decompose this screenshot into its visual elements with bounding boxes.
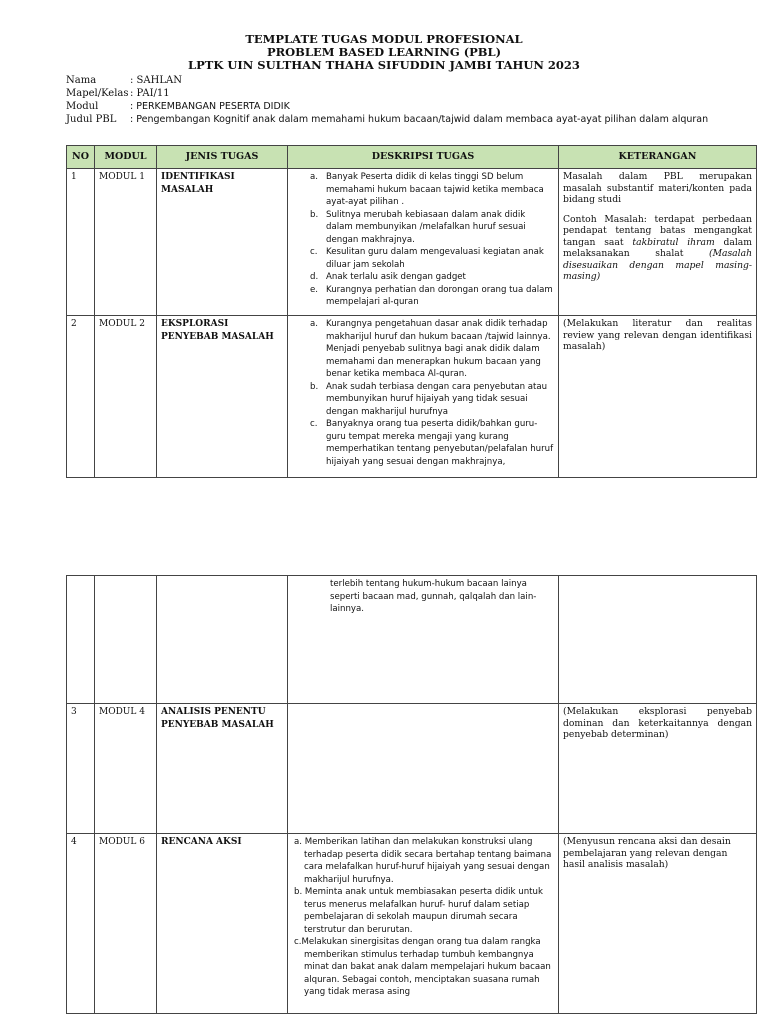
cell-jenis: RENCANA AKSI [157, 834, 288, 1014]
cell-no [67, 576, 95, 704]
doc-title-line-3: LPTK UIN SULTHAN THAHA SIFUDDIN JAMBI TAHUN 2023 [188, 58, 580, 72]
example-note: (Masalah disesuaikan dengan mapel masing-masing) [563, 248, 752, 282]
table-row [67, 169, 757, 316]
item-text: Kurangnya pengetahuan dasar anak didik terhadap makharijul huruf dan hukum bacaan /tajwid lainnya. Menjadi penyebab sulitnya bagi anak didik dalam memahami dan menerapkan hukum bacaan yang benar ketika membaca Al-quran. [326, 319, 551, 379]
list-item [292, 171, 554, 209]
keterangan-example [563, 214, 752, 283]
example-text: dalam melaksanakan shalat [563, 236, 752, 259]
list-item [292, 209, 554, 247]
doc-title-line-1: TEMPLATE TUGAS MODUL PROFESIONAL [245, 32, 523, 46]
info-modul [66, 101, 290, 113]
header-modul: MODUL [95, 146, 157, 169]
item-letter: d. [310, 272, 319, 282]
item-letter: a. [310, 172, 318, 182]
info-label: Mapel/Kelas [66, 88, 129, 99]
item-text: Kesulitan guru dalam mengevaluasi kegiatan anak diluar jam sekolah [326, 247, 544, 270]
table-row [67, 834, 757, 1014]
example-term: takbiratul ihram [632, 236, 715, 248]
task-table-part-1 [66, 145, 757, 478]
keterangan-text: Masalah dalam PBL merupakan masalah substantif materi/konten pada bidang studi [563, 171, 752, 205]
cell-modul: MODUL 4 [95, 704, 157, 834]
cell-deskripsi [288, 169, 559, 316]
table-row [67, 704, 757, 834]
cell-deskripsi [288, 834, 559, 1014]
cell-keterangan [559, 169, 757, 316]
item-letter: b. [310, 209, 319, 220]
cell-keterangan [559, 316, 757, 478]
info-judul [66, 114, 708, 126]
cell-keterangan [559, 576, 757, 704]
info-value: : Pengembangan Kognitif anak dalam memahami hukum bacaan/tajwid dalam membaca ayat-ayat pilihan dalam alquran [130, 114, 709, 125]
keterangan-text: (Menyusun rencana aksi dan desain pembelajaran yang relevan dengan hasil analisis masalah) [563, 836, 731, 870]
info-value: : SAHLAN [130, 75, 182, 86]
task-table-part-2 [66, 575, 757, 1014]
list-item [292, 284, 554, 309]
cell-modul: MODUL 2 [95, 316, 157, 478]
cell-jenis: ANALISIS PENENTU PENYEBAB MASALAH [157, 704, 288, 834]
info-mapel [66, 88, 170, 100]
cell-modul [95, 576, 157, 704]
header-no: NO [67, 146, 95, 169]
cell-no: 3 [67, 704, 95, 834]
example-text: Contoh Masalah: terdapat perbedaan pendapat tentang batas mengangkat tangan saat [563, 213, 752, 248]
cell-no: 1 [67, 169, 95, 316]
cell-keterangan [559, 704, 757, 834]
list-item [292, 381, 554, 419]
item-text: Anak sudah terbiasa dengan cara penyebutan atau membunyikan huruf hijaiyah yang tidak sesuai dengan makharijul hurufnya [326, 381, 548, 417]
item-text: Banyak Peserta didik di kelas tinggi SD belum memahami hukum bacaan tajwid ketika membaca ayat-ayat pilihan . [326, 172, 544, 207]
cell-jenis [157, 576, 288, 704]
cell-jenis: EKSPLORASI PENYEBAB MASALAH [157, 316, 288, 478]
cell-deskripsi [288, 576, 559, 704]
list-item [292, 418, 554, 468]
cell-jenis: IDENTIFIKASI MASALAH [157, 169, 288, 316]
keterangan-text: (Melakukan literatur dan realitas review yang relevan dengan identifikasi masalah) [563, 318, 752, 352]
item-letter: a. [310, 319, 318, 329]
header-keterangan: KETERANGAN [559, 146, 757, 169]
info-nama [66, 75, 182, 87]
info-label: Nama [66, 75, 97, 86]
info-label: Modul [66, 101, 99, 112]
list-item [292, 318, 554, 381]
header-deskripsi-tugas: DESKRIPSI TUGAS [288, 146, 559, 169]
list-item: b. Meminta anak untuk membiasakan peserta didik untuk terus menerus melafalkan huruf- huruf dalam setiap pembelajaran di sekolah maupun dirumah secara terstrutur dan berurutan. [294, 887, 543, 935]
list-item: a. Memberikan latihan dan melakukan konstruksi ulang terhadap peserta didik secara bertahap tentang baimana cara melafalkan huruf-huruf hijaiyah yang sesuai dengan makharijul hurufnya. [294, 837, 552, 885]
cell-keterangan [559, 834, 757, 1014]
info-label: Judul PBL [66, 114, 117, 125]
item-text: Anak terlalu asik dengan gadget [326, 272, 466, 282]
item-letter: b. [310, 381, 319, 392]
continued-text: terlebih tentang hukum-hukum bacaan lainya seperti bacaan mad, gunnah, qalqalah dan lain-lainnya. [330, 579, 537, 614]
cell-modul: MODUL 1 [95, 169, 157, 316]
list-item: c.Melakukan sinergisitas dengan orang tua dalam rangka memberikan stimulus terhadap tumbuh kembangnya minat dan bakat anak dalam mempelajari hukum bacaan alquran. Sebagai contoh, menciptakan suasana rumah yang tidak merasa asing [294, 937, 551, 997]
cell-deskripsi [288, 316, 559, 478]
cell-no: 2 [67, 316, 95, 478]
keterangan-text: (Melakukan eksplorasi penyebab dominan dan keterkaitannya dengan penyebab determinan) [563, 706, 752, 740]
item-text: Banyaknya orang tua peserta didik/bahkan guru-guru tempat mereka mengaji yang kurang memperhatikan tentang penyebutan/pelafalan huruf hijaiyah yang sesuai dengan makhrajnya, [326, 419, 554, 467]
table-header-row [67, 146, 757, 169]
header-jenis-tugas: JENIS TUGAS [157, 146, 288, 169]
table-row [67, 316, 757, 478]
cell-no: 4 [67, 834, 95, 1014]
item-letter: c. [310, 419, 318, 429]
doc-title-line-2: PROBLEM BASED LEARNING (PBL) [266, 45, 502, 59]
cell-deskripsi [288, 704, 559, 834]
item-text: Kurangnya perhatian dan dorongan orang tua dalam mempelajari al-quran [326, 284, 553, 307]
item-letter: c. [310, 247, 318, 257]
info-value: : PAI/11 [130, 88, 170, 99]
info-value: : PERKEMBANGAN PESERTA DIDIK [130, 101, 290, 112]
item-letter: e. [310, 284, 319, 295]
table-row [67, 576, 757, 704]
list-item [292, 271, 554, 284]
list-item [292, 246, 554, 271]
item-text: Sulitnya merubah kebiasaan dalam anak didik dalam membunyikan /melafalkan huruf sesuai dengan makhrajnya. [326, 209, 526, 245]
cell-modul: MODUL 6 [95, 834, 157, 1014]
